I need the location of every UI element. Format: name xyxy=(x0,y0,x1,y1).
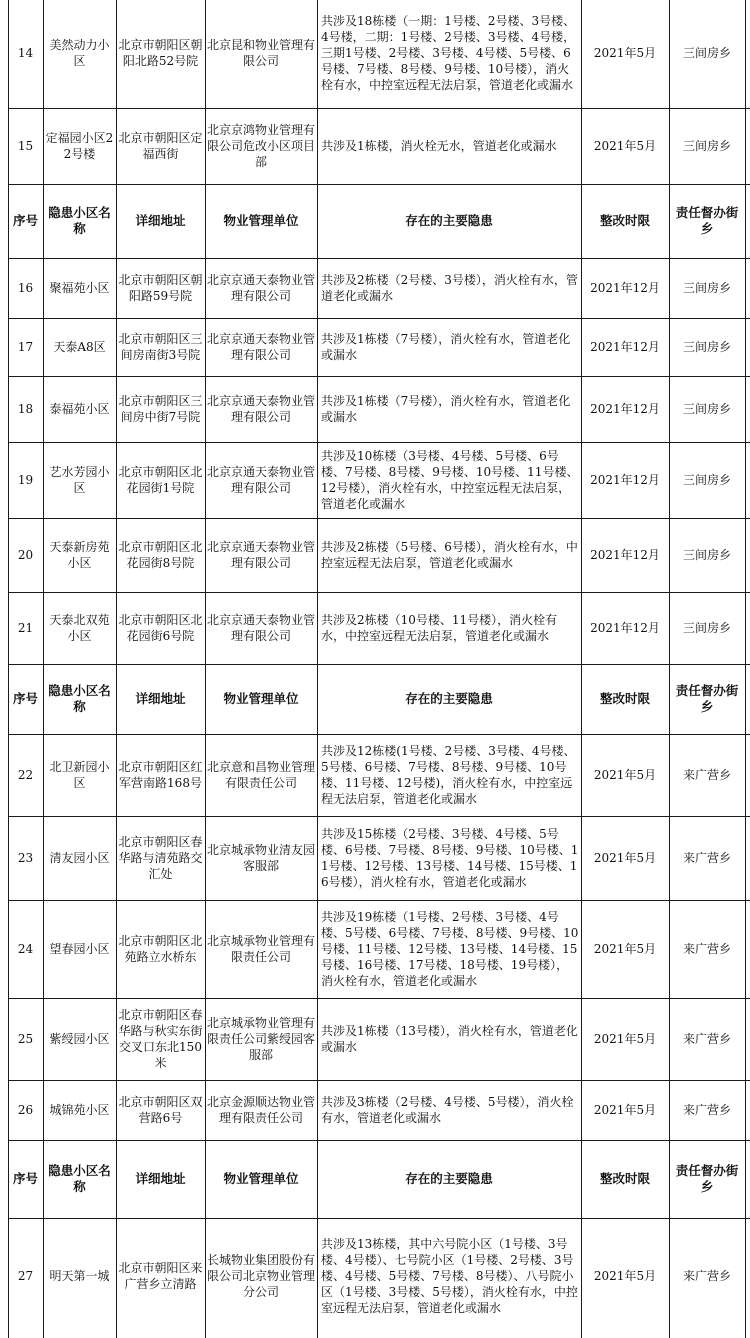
header-management: 物业管理单位 xyxy=(223,691,299,706)
hazard-description: 共涉及2栋楼（10号楼、11号楼），消火栓有水，中控室远程无法启泵，管道老化或漏水 xyxy=(321,613,558,643)
table-header-row xyxy=(8,664,750,734)
address: 北京市朝阳区春华路与秋实东街交叉口东北150米 xyxy=(118,1008,203,1070)
header-hazard: 存在的主要隐患 xyxy=(405,691,493,706)
grid-line xyxy=(317,0,318,1338)
community-name: 美然动力小区 xyxy=(49,38,110,68)
address: 北京市朝阳区北花园街1号院 xyxy=(118,465,203,495)
header-hazard: 存在的主要隐患 xyxy=(405,213,493,228)
address: 北京市朝阳区三间房中街7号院 xyxy=(118,394,203,424)
table-row xyxy=(8,318,750,376)
header-deadline: 整改时限 xyxy=(599,213,650,228)
grid-line xyxy=(43,0,44,1338)
grid-line xyxy=(8,0,9,1338)
deadline: 2021年12月 xyxy=(590,281,660,295)
header-deadline: 整改时限 xyxy=(599,1171,650,1186)
address: 北京市朝阳区北花园街8号院 xyxy=(118,540,203,570)
header-no: 序号 xyxy=(12,691,38,706)
responsible-street: 来广营乡 xyxy=(682,1269,731,1283)
community-name: 紫绶园小区 xyxy=(49,1032,110,1046)
address: 北京市朝阳区双营路6号 xyxy=(118,1095,203,1125)
responsible-street: 来广营乡 xyxy=(682,851,731,865)
management-unit: 北京城承物业清友园客服部 xyxy=(207,843,316,873)
deadline: 2021年5月 xyxy=(593,139,657,153)
grid-line xyxy=(669,0,670,1338)
address: 北京市朝阳区朝阳路59号院 xyxy=(118,273,203,303)
hazard-description: 共涉及2栋楼（2号楼、3号楼），消火栓有水，管道老化或漏水 xyxy=(321,273,578,303)
responsible-street: 三间房乡 xyxy=(682,281,731,295)
row-number: 22 xyxy=(17,768,34,782)
management-unit: 北京京通天泰物业管理有限公司 xyxy=(207,332,316,362)
grid-line xyxy=(8,318,750,319)
row-number: 16 xyxy=(17,281,34,295)
hazard-description: 共涉及13栋楼，其中六号院小区（1号楼、3号楼、4号楼）、七号院小区（1号楼、2号楼、3号楼、4号楼、5号楼、7号楼、8号楼）、八号院小区（1号楼、3号楼、5号楼），消火栓有水，中控室远程无法启泵，管道老化或漏水 xyxy=(321,1237,578,1315)
address: 北京市朝阳区红军营南路168号 xyxy=(118,760,203,790)
responsible-street: 三间房乡 xyxy=(682,46,731,60)
header-address: 详细地址 xyxy=(135,213,186,228)
community-name: 城锦苑小区 xyxy=(49,1103,110,1117)
community-name: 定福园小区22号楼 xyxy=(45,131,114,161)
table-row xyxy=(8,1080,750,1140)
responsible-street: 来广营乡 xyxy=(682,942,731,956)
header-community: 隐患小区名称 xyxy=(48,1163,111,1194)
deadline: 2021年12月 xyxy=(590,621,660,635)
address: 北京市朝阳区春华路与清苑路交汇处 xyxy=(118,835,203,881)
header-responsible: 责任督办街乡 xyxy=(675,683,739,714)
header-responsible: 责任督办街乡 xyxy=(675,205,739,236)
grid-line xyxy=(8,592,750,593)
management-unit: 北京京通天泰物业管理有限公司 xyxy=(207,394,316,424)
row-number: 21 xyxy=(17,621,34,635)
grid-line xyxy=(8,664,750,665)
header-address: 详细地址 xyxy=(135,691,186,706)
community-name: 聚福苑小区 xyxy=(49,281,110,295)
grid-line xyxy=(8,734,750,735)
community-name: 艺水芳园小区 xyxy=(49,465,110,495)
hazard-description: 共涉及1栋楼（7号楼），消火栓有水，管道老化或漏水 xyxy=(321,332,571,362)
management-unit: 北京京通天泰物业管理有限公司 xyxy=(207,613,316,643)
grid-line xyxy=(205,0,206,1338)
hazard-description: 共涉及12栋楼(1号楼、2号楼、3号楼、4号楼、5号楼、6号楼、7号楼、8号楼、9号楼、10号楼、11号楼、12号楼)，消火栓有水，中控室远程无法启泵，管道老化或漏水 xyxy=(321,744,576,806)
deadline: 2021年12月 xyxy=(590,402,660,416)
community-name: 天泰A8区 xyxy=(53,340,106,354)
community-name: 明天第一城 xyxy=(49,1269,110,1283)
grid-line xyxy=(581,0,582,1338)
address: 北京市朝阳区北花园街6号院 xyxy=(118,613,203,643)
deadline: 2021年5月 xyxy=(593,851,657,865)
header-management: 物业管理单位 xyxy=(223,213,299,228)
management-unit: 北京京通天泰物业管理有限公司 xyxy=(207,465,316,495)
table-row xyxy=(8,816,750,900)
grid-line xyxy=(8,1080,750,1081)
row-number: 18 xyxy=(17,402,34,416)
responsible-street: 三间房乡 xyxy=(682,139,731,153)
deadline: 2021年5月 xyxy=(593,1103,657,1117)
hazard-description: 共涉及3栋楼（2号楼、4号楼、5号楼），消火栓有水，管道老化或漏水 xyxy=(321,1095,574,1125)
hazard-description: 共涉及18栋楼（一期：1号楼、2号楼、3号楼、4号楼，二期：1号楼、2号楼、3号楼、4号楼，三期1号楼、2号楼、3号楼、4号楼、5号楼、6号楼、7号楼、8号楼、9号楼、10号楼），消火栓有水，中控室远程无法启泵，管道老化或漏水 xyxy=(321,14,576,92)
row-number: 15 xyxy=(17,139,34,153)
header-community: 隐患小区名称 xyxy=(48,205,111,236)
row-number: 20 xyxy=(17,548,34,562)
responsible-street: 三间房乡 xyxy=(682,402,731,416)
hazard-description: 共涉及19栋楼（1号楼、2号楼、3号楼、4号楼、5号楼、6号楼、7号楼、8号楼、9号楼、10号楼、11号楼、12号楼、13号楼、14号楼、15号楼、16号楼、17号楼、18号楼、19号楼），消火栓有水，管道老化或漏水 xyxy=(321,910,579,988)
grid-line xyxy=(8,376,750,377)
responsible-street: 来广营乡 xyxy=(682,1103,731,1117)
community-name: 天泰新房苑小区 xyxy=(49,540,110,570)
address: 北京市朝阳区北苑路立水桥东 xyxy=(118,934,203,964)
row-number: 17 xyxy=(17,340,34,354)
grid-line xyxy=(8,900,750,901)
grid-line xyxy=(8,184,750,185)
community-name: 天泰北双苑小区 xyxy=(49,613,110,643)
row-number: 14 xyxy=(17,46,34,60)
header-management: 物业管理单位 xyxy=(223,1171,299,1186)
deadline: 2021年5月 xyxy=(593,1269,657,1283)
hazard-table xyxy=(8,0,750,1338)
grid-line xyxy=(8,1140,750,1141)
management-unit: 北京城承物业管理有限责任公司紫绶园客服部 xyxy=(207,1016,316,1062)
grid-line xyxy=(8,998,750,999)
responsible-street: 三间房乡 xyxy=(682,340,731,354)
table-row xyxy=(8,108,750,184)
table-row xyxy=(8,518,750,592)
row-number: 26 xyxy=(17,1103,34,1117)
community-name: 清友园小区 xyxy=(49,851,110,865)
management-unit: 北京京通天泰物业管理有限公司 xyxy=(207,540,316,570)
table-row xyxy=(8,998,750,1080)
management-unit: 长城物业集团股份有限公司北京物业管理分公司 xyxy=(207,1253,316,1299)
table-row xyxy=(8,900,750,998)
grid-line xyxy=(8,108,750,109)
management-unit: 北京京通天泰物业管理有限公司 xyxy=(207,273,316,303)
hazard-description: 共涉及1栋楼，消火栓无水，管道老化或漏水 xyxy=(321,139,557,153)
table-row xyxy=(8,376,750,442)
community-name: 泰福苑小区 xyxy=(49,402,110,416)
address: 北京市朝阳区朝阳北路52号院 xyxy=(118,38,203,68)
header-responsible: 责任督办街乡 xyxy=(675,1163,739,1194)
management-unit: 北京金源顺达物业管理有限责任公司 xyxy=(207,1095,316,1125)
hazard-description: 共涉及15栋楼（2号楼、3号楼、4号楼、5号楼、6号楼、7号楼、8号楼、9号楼、10号楼、11号楼、12号楼、13号楼、14号楼、15号楼、16号楼），消火栓有水，管道老化或漏水 xyxy=(321,827,579,889)
table-header-row xyxy=(8,1140,750,1218)
hazard-description: 共涉及1栋楼（13号楼），消火栓有水，管道老化或漏水 xyxy=(321,1024,578,1054)
deadline: 2021年12月 xyxy=(590,548,660,562)
community-name: 望春园小区 xyxy=(49,942,110,956)
grid-line xyxy=(116,0,117,1338)
header-address: 详细地址 xyxy=(135,1171,186,1186)
grid-line xyxy=(8,258,750,259)
row-number: 19 xyxy=(17,473,34,487)
responsible-street: 三间房乡 xyxy=(682,548,731,562)
hazard-description: 共涉及10栋楼（3号楼、4号楼、5号楼、6号楼、7号楼、8号楼、9号楼、10号楼、11号楼、12号楼），消火栓有水，中控室远程无法启泵，管道老化或漏水 xyxy=(321,449,579,511)
header-no: 序号 xyxy=(12,213,38,228)
table-row xyxy=(8,258,750,318)
header-deadline: 整改时限 xyxy=(599,691,650,706)
community-name: 北卫新园小区 xyxy=(49,760,110,790)
responsible-street: 三间房乡 xyxy=(682,621,731,635)
row-number: 27 xyxy=(17,1269,34,1283)
row-number: 24 xyxy=(17,942,34,956)
table-row xyxy=(8,734,750,816)
header-community: 隐患小区名称 xyxy=(48,683,111,714)
address: 北京市朝阳区三间房南街3号院 xyxy=(118,332,203,362)
table-row xyxy=(8,0,750,108)
deadline: 2021年5月 xyxy=(593,942,657,956)
grid-line xyxy=(8,816,750,817)
hazard-description: 共涉及1栋楼（7号楼），消火栓有水，管道老化或漏水 xyxy=(321,394,571,424)
deadline: 2021年12月 xyxy=(590,340,660,354)
management-unit: 北京意和昌物业管理有限责任公司 xyxy=(207,760,316,790)
table-row xyxy=(8,1218,750,1334)
grid-line xyxy=(8,518,750,519)
address: 北京市朝阳区来广营乡立清路 xyxy=(118,1261,203,1291)
responsible-street: 三间房乡 xyxy=(682,473,731,487)
deadline: 2021年5月 xyxy=(593,1032,657,1046)
management-unit: 北京昆和物业管理有限公司 xyxy=(207,38,316,68)
management-unit: 北京城承物业管理有限责任公司 xyxy=(207,934,316,964)
grid-line xyxy=(8,1218,750,1219)
deadline: 2021年5月 xyxy=(593,46,657,60)
deadline: 2021年5月 xyxy=(593,768,657,782)
responsible-street: 来广营乡 xyxy=(682,768,731,782)
header-hazard: 存在的主要隐患 xyxy=(405,1171,493,1186)
header-no: 序号 xyxy=(12,1171,38,1186)
table-row xyxy=(8,592,750,664)
row-number: 23 xyxy=(17,851,34,865)
row-number: 25 xyxy=(17,1032,34,1046)
grid-line xyxy=(745,0,746,1338)
management-unit: 北京京鸿物业管理有限公司危改小区项目部 xyxy=(207,123,316,169)
table-header-row xyxy=(8,184,750,258)
address: 北京市朝阳区定福西街 xyxy=(118,131,203,161)
hazard-description: 共涉及2栋楼（5号楼、6号楼），消火栓有水，中控室远程无法启泵，管道老化或漏水 xyxy=(321,540,578,570)
grid-line xyxy=(8,442,750,443)
responsible-street: 来广营乡 xyxy=(682,1032,731,1046)
deadline: 2021年12月 xyxy=(590,473,660,487)
table-row xyxy=(8,442,750,518)
